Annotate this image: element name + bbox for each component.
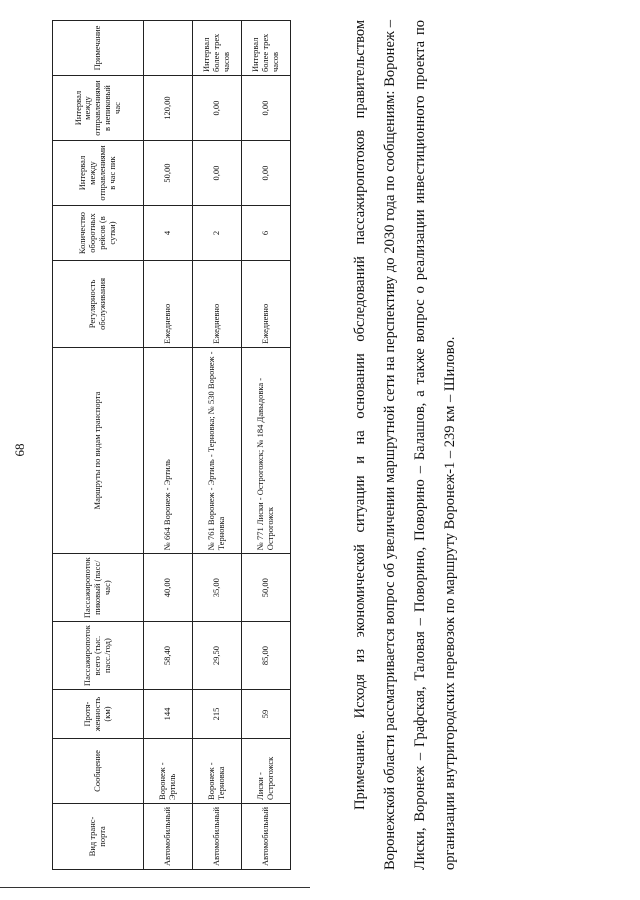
cell-routes: № 761 Воронеж - Эртиль - Терновка; № 530 Воронеж - Терновка [193, 347, 242, 553]
cell-routes: № 664 Воронеж - Эртиль [144, 347, 193, 553]
cell-interval-offpeak: 0,00 [193, 76, 242, 141]
cell-length: 144 [144, 690, 193, 739]
cell-flow-peak: 35,00 [193, 554, 242, 622]
cell-round-trips: 6 [242, 206, 291, 261]
table-row [144, 21, 193, 870]
table-row [193, 21, 242, 870]
cell-round-trips: 4 [144, 206, 193, 261]
cell-flow-total: 85,00 [242, 622, 291, 690]
cell-flow-peak: 40,00 [144, 554, 193, 622]
cell-regularity: Ежедневно [144, 260, 193, 347]
cell-note [144, 21, 193, 76]
header-round-trips: Количество оборотных рейсов (в сутки) [53, 206, 144, 261]
cell-connection: Воронеж - Эртиль [144, 739, 193, 804]
cell-flow-total: 29,50 [193, 622, 242, 690]
note-paragraph [345, 20, 465, 870]
routes-table [52, 20, 291, 870]
cell-interval-offpeak: 120,00 [144, 76, 193, 141]
header-passenger-flow-total: Пассажиропоток всего (тыс. пасс./год) [53, 622, 144, 690]
cell-note: Интервал более трех часов [242, 21, 291, 76]
cell-interval-peak: 0,00 [242, 141, 291, 206]
header-interval-offpeak: Интервал между отправлениями в непиковый час [53, 76, 144, 141]
header-regularity: Регулярность обслуживания [53, 260, 144, 347]
cell-connection: Лиски - Острогожск [242, 739, 291, 804]
footer-divider [0, 887, 310, 888]
cell-transport-type: Автомобильный [193, 803, 242, 869]
page-number: 68 [12, 443, 27, 457]
header-interval-peak: Интервал между отправлениями в час пик [53, 141, 144, 206]
cell-length: 215 [193, 690, 242, 739]
cell-note: Интервал более трех часов [193, 21, 242, 76]
cell-connection: Воронеж - Терновка [193, 739, 242, 804]
cell-routes: № 771 Лиски - Острогожск; № 184 Давыдовка - Острогожск [242, 347, 291, 553]
header-note: Примечание [53, 21, 144, 76]
header-transport-type: Вид транс-порта [53, 803, 144, 869]
note-text: Примечание. Исходя из экономической ситуации и на основании обследований пассажиропотоков правительством Воронежской области рассматривается вопрос об увеличении маршрутной сети на перспективу до 2030 года по сообщениям: Воронеж – Лиски, Воронеж – Графская, Таловая – Поворино, Поворино – Балашов, а также вопрос о реализации инвестиционного проекта по организации внутригородских перевозок по маршруту Воронеж-1 – 239 км – Шилово. [352, 20, 458, 870]
cell-regularity: Ежедневно [193, 260, 242, 347]
rotated-content [10, 10, 630, 890]
table-row [242, 21, 291, 870]
cell-length: 59 [242, 690, 291, 739]
table-header-row [53, 21, 144, 870]
cell-interval-peak: 0,00 [193, 141, 242, 206]
cell-transport-type: Автомобильный [144, 803, 193, 869]
cell-flow-total: 58,40 [144, 622, 193, 690]
cell-interval-offpeak: 0,00 [242, 76, 291, 141]
cell-regularity: Ежедневно [242, 260, 291, 347]
cell-flow-peak: 50,00 [242, 554, 291, 622]
header-length: Протя-женность (км) [53, 690, 144, 739]
header-passenger-flow-peak: Пассажиропоток пиковый (пасс/час) [53, 554, 144, 622]
cell-round-trips: 2 [193, 206, 242, 261]
cell-transport-type: Автомобильный [242, 803, 291, 869]
header-routes: Маршруты по видам транспорта [53, 347, 144, 553]
cell-interval-peak: 50,00 [144, 141, 193, 206]
header-connection: Сообщение [53, 739, 144, 804]
